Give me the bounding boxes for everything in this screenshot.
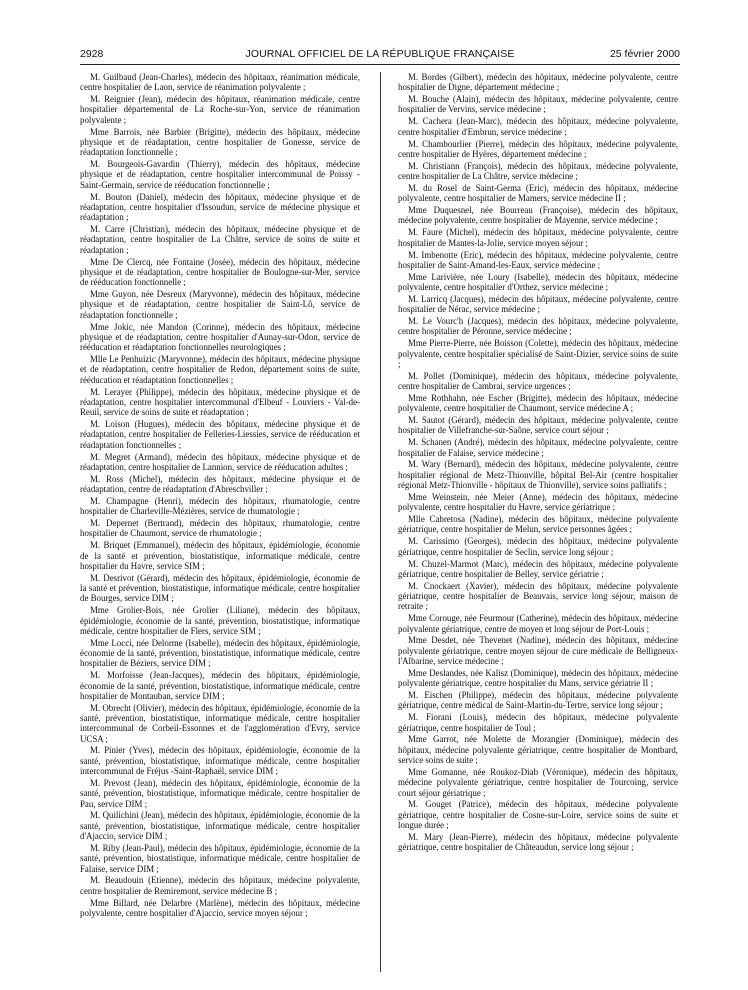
appointment-entry: M. Morfoisse (Jean-Jacques), médecin des hôpitaux, épidémiologie, économie de la santé, prévention, biostatistique, informatique médicale, centre hospitalier de Montauban, service DIM ; xyxy=(80,670,360,701)
appointment-entry: Mme De Clercq, née Fontaine (Josée), médecin des hôpitaux, médecine physique et de réadaptation, centre hospitalier de Boulogne-sur-Mer, service de rééducation fonctionnelle ; xyxy=(80,256,360,288)
appointment-entry: M. Faure (Michel), médecin des hôpitaux, médecine polyvalente, centre hospitalier de Mantes-la-Jolie, service moyen séjour ; xyxy=(398,227,678,248)
appointment-entry: M. Loison (Hugues), médecin des hôpitaux, médecine physique et de réadaptation, centre hospitalier de Felleries-Liessies, service de rééducation et réadaptation fonctionnelles ; xyxy=(80,419,360,450)
journal-title: JOURNAL OFFICIEL DE LA RÉPUBLIQUE FRANÇAISE xyxy=(245,48,515,60)
appointment-entry: Mme Guyon, née Desreux (Maryvonne), médecin des hôpitaux, médecine physique et de réadaptation, centre hospitalier de Saint-Lô, service de réadaptation fonctionnelle ; xyxy=(80,289,360,320)
header-rule xyxy=(80,64,680,65)
appointment-entry: M. Cnockaert (Xavier), médecin des hôpitaux, médecine polyvalente gériatrique, centre hospitalier de Beauvais, service long séjour, maison de retraite ; xyxy=(398,580,678,612)
appointment-entry: Mlle Le Penhuizic (Maryvonne), médecin des hôpitaux, médecine physique et de réadaptation, centre hospitalier de Redon, département soins de suite, rééducation et réadaptation fonctionnelles ; xyxy=(80,354,360,385)
appointment-entry: M. Bordes (Gilbert), médecin des hôpitaux, médecine polyvalente, centre hospitalier de Digne, département médecine ; xyxy=(398,72,678,93)
appointment-entry: Mme Gomanne, née Roukoz-Diab (Véronique), médecin des hôpitaux, médecine polyvalente gériatrique, centre hospitalier de Tourcoing, service court séjour gériatrique ; xyxy=(398,766,678,798)
appointment-entry: M. Obrecht (Olivier), médecin des hôpitaux, épidémiologie, économie de la santé, prévention, biostatistique, informatique médicale, centre hospitalier intercommunal de Corbeil-Essonnes et de l'agglomération d'Evry, service UCSA ; xyxy=(80,702,360,744)
appointment-entry: M. Beaudouin (Etienne), médecin des hôpitaux, médecine polyvalente, centre hospitalier de Remiremont, service médecine B ; xyxy=(80,875,360,896)
appointment-entry: Mme Deslandes, née Kalisz (Dominique), médecin des hôpitaux, médecine polyvalente gériatrique, centre hospitalier du Mans, service gériatrie II ; xyxy=(398,667,678,689)
page-header xyxy=(80,48,680,62)
appointment-entry: M. Desrivot (Gérard), médecin des hôpitaux, épidémiologie, économie de la santé et prévention, biostatistique, informatique médicale, centre hospitalier de Bourges, service DIM ; xyxy=(80,572,360,604)
appointment-entry: M. Wary (Bernard), médecin des hôpitaux, médecine polyvalente, centre hospitalier régional de Metz-Thionville, hôpital Bel-Air (centre hospitalier régional Metz-Thionville - hôpitaux de Thionville), service soins palliatifs ; xyxy=(398,459,678,491)
appointment-entry: M. Riby (Jean-Paul), médecin des hôpitaux, épidémiologie, économie de la santé, prévention, biostatistique, informatique médicale, centre hospitalier de Falaise, service DIM ; xyxy=(80,842,360,874)
appointment-entry: Mme Garrot, née Molette de Morangier (Dominique), médecin des hôpitaux, médecine polyvalente gériatrique, centre hospitalier de Montbard, service soins de suite ; xyxy=(398,734,678,766)
appointment-entry: M. Carre (Christian), médecin des hôpitaux, médecine physique et de réadaptation, centre hospitalier de La Châtre, service de soins de suite et réadaptation ; xyxy=(80,224,360,255)
appointment-entry: M. Imbenotte (Eric), médecin des hôpitaux, médecine polyvalente, centre hospitalier de Saint-Amand-les-Eaux, service médecine ; xyxy=(398,249,678,270)
appointment-entry: Mme Corouge, née Feurmour (Catherine), médecin des hôpitaux, médecine polyvalente gériatrique, centre de moyen et long séjour de Port-Louis ; xyxy=(398,613,678,634)
appointment-entry: Mme Larivière, née Loury (Isabelle), médecin des hôpitaux, médecine polyvalente, centre hospitalier d'Orthez, service médecine ; xyxy=(398,271,678,292)
appointment-entry: M. Lerayer (Philippe), médecin des hôpitaux, médecine physique et de réadaptation, centre hospitalier intercommunal d'Elbeuf - Louviers - Val-de-Reuil, service de soins de suite et réadaptation ; xyxy=(80,386,360,418)
appointment-entry: Mme Locci, née Delorme (Isabelle), médecin des hôpitaux, épidémiologie, économie de la santé, prévention, biostatistique, informatique médicale, centre hospitalier de Béziers, service DIM ; xyxy=(80,637,360,669)
publication-date: 25 février 2000 xyxy=(609,48,680,60)
appointment-entry: M. Megret (Armand), médecin des hôpitaux, médecine physique et de réadaptation, centre hospitalier de Lannion, service de rééducation adultes ; xyxy=(80,451,360,472)
appointment-entry: M. Bouton (Daniel), médecin des hôpitaux, médecine physique et de réadaptation, centre hospitalier d'Issoudun, service de médecine physique et réadaptation ; xyxy=(80,191,360,223)
appointment-entry: Mme Rothhahn, née Escher (Brigitte), médecin des hôpitaux, médecine polyvalente, centre hospitalier de Chaumont, service médecine A ; xyxy=(398,392,678,414)
appointment-entry: M. Pollet (Dominique), médecin des hôpitaux, médecine polyvalente, centre hospitalier de Cambrai, service urgences ; xyxy=(398,370,678,392)
appointment-entry: Mme Duquesnel, née Bourreau (Françoise), médecin des hôpitaux, médecine polyvalente, centre hospitalier de Mayenne, service médecine ; xyxy=(398,205,678,226)
appointment-entry: M. Briquet (Emmanuel), médecin des hôpitaux, épidémiologie, économie de la santé et prévention, biostatistique, informatique médicale, centre hospitalier du Havre, service SIM ; xyxy=(80,540,360,571)
appointment-entry: Mme Jokic, née Mandon (Corinne), médecin des hôpitaux, médecine physique et de réadaptation, centre hospitalier d'Aunay-sur-Odon, service de rééducation et réadaptation fonctionnelles neurologiques ; xyxy=(80,321,360,353)
appointment-entry: M. Champagne (Henri), médecin des hôpitaux, rhumatologie, centre hospitalier de Charleville-Mézières, service de rhumatologie ; xyxy=(80,495,360,517)
column-divider xyxy=(380,72,381,972)
appointment-entry: M. Schanen (André), médecin des hôpitaux, médecine polyvalente, centre hospitalier de Falaise, service médecine ; xyxy=(398,437,678,458)
appointment-entry: M. Sautot (Gérard), médecin des hôpitaux, médecine polyvalente, centre hospitalier de Villefranche-sur-Saône, service court séjour ; xyxy=(398,415,678,436)
appointment-entry: M. du Rosel de Saint-Germa (Eric), médecin des hôpitaux, médecine polyvalente, centre hospitalier de Mamers, service médecine II ; xyxy=(398,182,678,204)
appointment-entry: M. Gouget (Patrice), médecin des hôpitaux, médecine polyvalente gériatrique, centre hospitalier de Cosne-sur-Loire, service soins de suite et longue durée ; xyxy=(398,799,678,830)
appointment-entry: M. Larricq (Jacques), médecin des hôpitaux, médecine polyvalente, centre hospitalier de Nérac, service médecine ; xyxy=(398,293,678,315)
right-column xyxy=(398,72,678,972)
appointment-entry: M. Depernet (Bertrand), médecin des hôpitaux, rhumatologie, centre hospitalier de Chaumont, service de rhumatologie ; xyxy=(80,518,360,539)
appointment-entry: M. Le Vourc'h (Jacques), médecin des hôpitaux, médecine polyvalente, centre hospitalier de Péronne, service médecine ; xyxy=(398,316,678,337)
appointment-entry: Mme Pierre-Pierre, née Boisson (Colette), médecin des hôpitaux, médecine polyvalente, centre hospitalier spécialisé de Saint-Dizier, service soins de suite ; xyxy=(398,338,678,369)
appointment-entry: M. Eischen (Philippe), médecin des hôpitaux, médecine polyvalente gériatrique, centre médical de Saint-Martin-du-Tertre, service long séjour ; xyxy=(398,690,678,711)
appointment-entry: M. Quilichini (Jean), médecin des hôpitaux, épidémiologie, économie de la santé, prévention, biostatistique, informatique médicale, centre hospitalier d'Ajaccio, service DIM ; xyxy=(80,810,360,842)
appointment-entry: M. Guilbaud (Jean-Charles), médecin des hôpitaux, réanimation médicale, centre hospitalier de Laon, service de réanimation polyvalente ; xyxy=(80,72,360,93)
appointment-entry: M. Pinier (Yves), médecin des hôpitaux, épidémiologie, économie de la santé, prévention, biostatistique, informatique médicale, centre hospitalier intercommunal de Fréjus -Saint-Raphaël, service DIM ; xyxy=(80,745,360,777)
appointment-entry: M. Ross (Michel), médecin des hôpitaux, médecine physique et de réadaptation, centre de réadaptation d'Abreschviller ; xyxy=(80,473,360,494)
appointment-entry: M. Christiann (François), médecin des hôpitaux, médecine polyvalente, centre hospitalier de La Châtre, service médecine ; xyxy=(398,160,678,182)
appointment-entry: M. Chambourlier (Pierre), médecin des hôpitaux, médecine polyvalente, centre hospitalier de Hyères, département médecine ; xyxy=(398,138,678,159)
appointment-entry: M. Fiorani (Louis), médecin des hôpitaux, médecine polyvalente gériatrique, centre hospitalier de Toul ; xyxy=(398,712,678,733)
appointment-entry: M. Prevost (Jean), médecin des hôpitaux, épidémiologie, économie de la santé, prévention, biostatistique, informatique médicale, centre hospitalier de Pau, service DIM ; xyxy=(80,777,360,809)
appointment-entry: M. Bouche (Alain), médecin des hôpitaux, médecine polyvalente, centre hospitalier de Vervins, service médecine ; xyxy=(398,94,678,115)
appointment-entry: Mme Weinstein, née Meier (Anne), médecin des hôpitaux, médecine polyvalente, centre hospitalier du Havre, service gériatrique ; xyxy=(398,491,678,513)
appointment-entry: Mme Grolier-Bois, née Grolier (Liliane), médecin des hôpitaux, épidémiologie, économie de la santé, prévention, biostatistique, informatique médicale, centre hospitalier de Flers, service SIM ; xyxy=(80,605,360,636)
appointment-entry: M. Mary (Jean-Pierre), médecin des hôpitaux, médecine polyvalente gériatrique, centre hospitalier de Châteaudun, service long séjour ; xyxy=(398,831,678,853)
left-column xyxy=(80,72,360,972)
appointment-entry: M. Bourgeois-Gavardin (Thierry), médecin des hôpitaux, médecine physique et de réadaptation, centre hospitalier intercommunal de Poissy - Saint-Germain, service de rééducation fonctionnelle ; xyxy=(80,159,360,190)
appointment-entry: Mme Billard, née Delarbre (Marlène), médecin des hôpitaux, médecine polyvalente, centre hospitalier d'Ajaccio, service moyen séjour ; xyxy=(80,897,360,918)
appointment-entry: M. Cachera (Jean-Marc), médecin des hôpitaux, médecine polyvalente, centre hospitalier d'Embrun, service médecine ; xyxy=(398,116,678,137)
appointment-entry: M. Reignier (Jean), médecin des hôpitaux, réanimation médicale, centre hospitalier départemental de La Roche-sur-Yon, service de réanimation polyvalente ; xyxy=(80,94,360,125)
appointment-entry: M. Chuzel-Marmot (Marc), médecin des hôpitaux, médecine polyvalente gériatrique, centre hospitalier de Belley, service gériatrie ; xyxy=(398,558,678,579)
appointment-entry: Mlle Cabretosa (Nadine), médecin des hôpitaux, médecine polyvalente gériatrique, centre hospitalier de Melun, service personnes âgées ; xyxy=(398,514,678,535)
appointment-entry: Mme Barrois, née Barbier (Brigitte), médecin des hôpitaux, médecine physique et de réadaptation, centre hospitalier de Gonesse, service de réadaptation fonctionnelle ; xyxy=(80,126,360,158)
page-number: 2928 xyxy=(80,48,104,60)
appointment-entry: M. Carissimo (Georges), médecin des hôpitaux, médecine polyvalente gériatrique, centre hospitalier de Seclin, service long séjour ; xyxy=(398,536,678,557)
appointment-entry: Mme Desdet, née Thevenet (Nadine), médecin des hôpitaux, médecine polyvalente gériatrique, centre moyen séjour de cure médicale de Belligneux-l'Albarine, service médecine ; xyxy=(398,635,678,666)
